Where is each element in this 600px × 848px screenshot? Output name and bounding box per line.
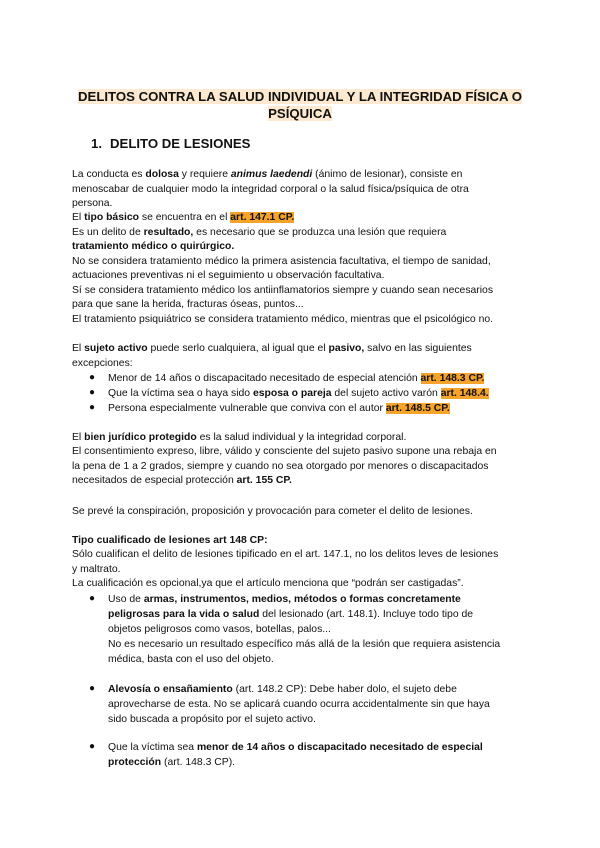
list-item: Menor de 14 años o discapacitado necesitado de especial atención art. 148.3 CP. [108, 373, 485, 384]
list-item-line: protección (art. 148.3 CP). [108, 757, 236, 768]
paragraph-line: actuaciones preventivas ni el seguimiento u observación facultativa. [72, 270, 385, 281]
list-item: Que la víctima sea menor de 14 años o discapacitado necesitado de especial [108, 742, 483, 753]
page-title: DELITOS CONTRA LA SALUD INDIVIDUAL Y LA INTEGRIDAD FÍSICA O PSÍQUICA [78, 89, 522, 121]
bullet-icon: ● [89, 741, 96, 752]
paragraph-line: Se prevé la conspiración, proposición y provocación para cometer el delito de lesiones. [72, 506, 473, 517]
paragraph-line: tratamiento médico o quirúrgico. [72, 241, 235, 252]
bullet-icon: ● [89, 372, 96, 383]
list-item: Uso de armas, instrumentos, medios, métodos o formas concretamente [108, 594, 461, 605]
paragraph-line: No se considera tratamiento médico la primera asistencia facultativa, el tiempo de sanidad, [72, 256, 491, 267]
list-item: Que la víctima sea o haya sido esposa o pareja del sujeto activo varón art. 148.4. [108, 388, 489, 399]
paragraph-line: y maltrato. [72, 564, 121, 575]
article-reference: art. 148.4. [440, 388, 489, 399]
list-item: Persona especialmente vulnerable que conviva con el autor art. 148.5 CP. [108, 403, 450, 414]
bullet-icon: ● [89, 402, 96, 413]
paragraph-line: El tipo básico se encuentra en el art. 147.1 CP. [72, 212, 295, 223]
paragraph-line: La cualificación es opcional,ya que el artículo menciona que “podrán ser castigadas”. [72, 578, 464, 589]
paragraph-line: El consentimiento expreso, libre, válido y consciente del sujeto pasivo supone una rebaja en [72, 446, 497, 457]
list-item-line: peligrosas para la vida o salud del lesionado (art. 148.1). Incluye todo tipo de [108, 609, 474, 620]
list-item-line: No es necesario un resultado específico más allá de la lesión que requiera asistencia [108, 639, 501, 650]
list-item-line: médica, basta con el uso del objeto. [108, 654, 274, 665]
list-item: Alevosía o ensañamiento (art. 148.2 CP): Debe haber dolo, el sujeto debe [108, 684, 457, 695]
bullet-icon: ● [89, 593, 96, 604]
section-heading: 1. DELITO DE LESIONES [91, 136, 251, 151]
paragraph-line: necesitados de especial protección art. 155 CP. [72, 475, 292, 486]
paragraph-line: Sólo cualifican el delito de lesiones tipificado en el art. 147.1, no los delitos leves de lesiones [72, 549, 499, 560]
paragraph-line: El tratamiento psiquiátrico se considera tratamiento médico, mientras que el psicológico no. [72, 314, 494, 325]
article-reference: art. 147.1 CP. [230, 212, 295, 223]
paragraph-line: El bien jurídico protegido es la salud individual y la integridad corporal. [72, 432, 407, 443]
paragraph-line: para que sane la herida, fracturas óseas, puntos... [72, 299, 304, 310]
paragraph-line: La conducta es dolosa y requiere animus laedendi (ánimo de lesionar), consiste en [72, 169, 463, 180]
bullet-icon: ● [89, 683, 96, 694]
paragraph-line: la pena de 1 a 2 grados, siempre y cuando no sea otorgado por menores o discapacitados [72, 461, 489, 472]
article-reference: art. 148.3 CP. [420, 373, 485, 384]
list-item-line: sido buscada a propósito por el sujeto activo. [108, 714, 316, 725]
list-item-line: objetos peligrosos como vasos, botellas, palos... [108, 624, 331, 635]
paragraph-line: Sí se considera tratamiento médico los antiinflamatorios siempre y cuando sean necesarios [72, 285, 494, 296]
paragraph-line: menoscabar de cualquier modo la integridad corporal o la salud física/psíquica de otra [72, 184, 469, 195]
article-reference: art. 148.5 CP. [385, 403, 450, 414]
subheading: Tipo cualificado de lesiones art 148 CP: [72, 535, 268, 546]
paragraph-line: persona. [72, 198, 113, 209]
bullet-icon: ● [89, 387, 96, 398]
list-item-line: aprovecharse de esta. No se aplicará cuando ocurra accidentalmente sin que haya [108, 699, 490, 710]
paragraph-line: El sujeto activo puede serlo cualquiera, al igual que el pasivo, salvo en las siguientes [72, 343, 472, 354]
paragraph-line: Es un delito de resultado, es necesario que se produzca una lesión que requiera [72, 227, 447, 238]
paragraph-line: excepciones: [72, 358, 133, 369]
